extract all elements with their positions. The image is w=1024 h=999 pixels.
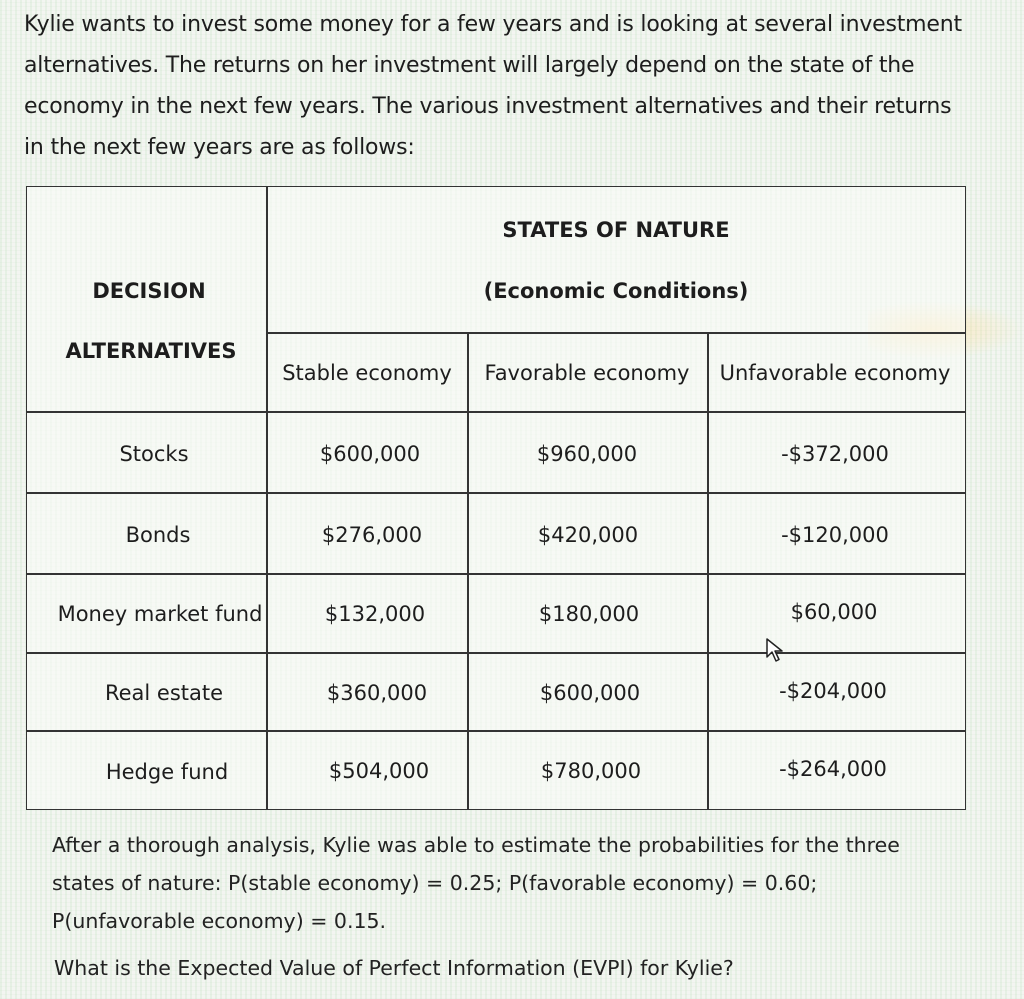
table-cell: -$264,000: [779, 757, 887, 781]
table-divider: [27, 652, 965, 654]
row-label: Money market fund: [57, 602, 263, 626]
intro-paragraph: [24, 4, 1014, 168]
table-cell: $60,000: [790, 600, 878, 624]
intro-line-1: Kylie wants to invest some money for a few years and is looking at several investment: [24, 12, 962, 37]
table-cell: -$372,000: [781, 442, 889, 466]
column-header-unfavorable: Unfavorable economy: [719, 361, 951, 385]
table-cell: $132,000: [324, 602, 426, 626]
table-cell: $600,000: [319, 442, 421, 466]
header-states-of-nature: STATES OF NATURE: [502, 218, 730, 242]
mouse-cursor-icon: [765, 637, 789, 663]
payoff-table: [26, 186, 966, 810]
table-divider: [27, 411, 965, 413]
table-cell: $180,000: [538, 602, 640, 626]
table-divider: [27, 573, 965, 575]
header-economic-conditions: (Economic Conditions): [483, 279, 749, 303]
column-header-favorable: Favorable economy: [484, 361, 690, 385]
table-cell: -$120,000: [781, 523, 889, 547]
header-alternatives: ALTERNATIVES: [65, 339, 237, 363]
table-cell: $504,000: [328, 759, 430, 783]
table-cell: -$204,000: [779, 679, 887, 703]
table-cell: $276,000: [321, 523, 423, 547]
row-label: Real estate: [104, 681, 224, 705]
outro-line-3: P(unfavorable economy) = 0.15.: [52, 909, 387, 933]
outro-line-2: states of nature: P(stable economy) = 0.25; P(favorable economy) = 0.60;: [52, 871, 818, 895]
table-cell: $780,000: [540, 759, 642, 783]
intro-line-3: economy in the next few years. The various investment alternatives and their returns: [24, 94, 952, 119]
table-cell: $600,000: [539, 681, 641, 705]
intro-line-4: in the next few years are as follows:: [24, 135, 415, 160]
table-divider: [27, 492, 965, 494]
table-divider: [266, 187, 268, 809]
table-divider: [707, 332, 709, 809]
row-label: Hedge fund: [105, 760, 229, 784]
header-decision: DECISION: [92, 279, 206, 303]
probability-paragraph: [52, 826, 992, 940]
row-label: Bonds: [125, 523, 191, 547]
table-cell: $360,000: [326, 681, 428, 705]
table-divider: [27, 730, 965, 732]
column-header-stable: Stable economy: [282, 361, 452, 385]
question-text: What is the Expected Value of Perfect Information (EVPI) for Kylie?: [54, 956, 734, 980]
table-cell: $420,000: [537, 523, 639, 547]
intro-line-2: alternatives. The returns on her investment will largely depend on the state of the: [24, 53, 915, 78]
table-cell: $960,000: [536, 442, 638, 466]
outro-line-1: After a thorough analysis, Kylie was able to estimate the probabilities for the three: [52, 833, 900, 857]
table-divider: [267, 332, 965, 334]
row-label: Stocks: [119, 442, 189, 466]
table-divider: [467, 332, 469, 809]
